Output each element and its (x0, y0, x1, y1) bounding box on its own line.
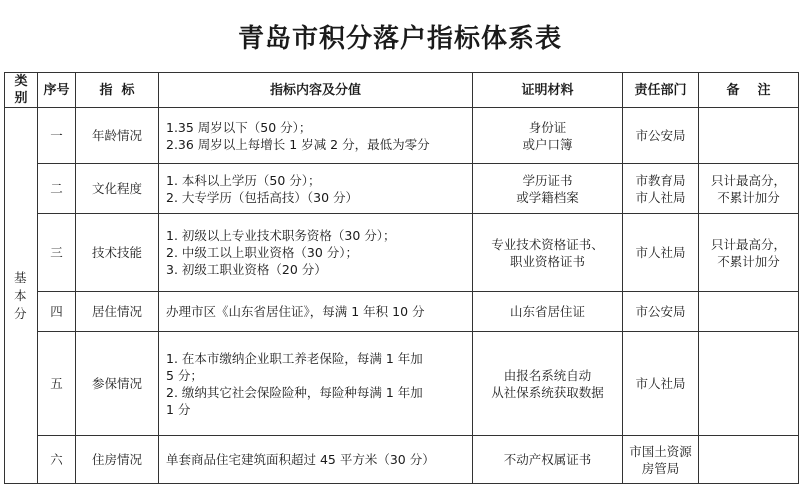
proof-line: 由报名系统自动 (503, 367, 592, 383)
content-line: 3. 初级工职业资格（20 分） (166, 262, 327, 277)
row-proof (473, 332, 623, 436)
row-content (159, 108, 473, 164)
content-line: 1. 初级以上专业技术职务资格（30 分）； (166, 228, 396, 243)
row-index: 一 (38, 108, 76, 164)
category-cell (5, 108, 38, 484)
row-remark (699, 332, 799, 436)
row-index: 六 (38, 436, 76, 484)
proof-line: 学历证书 (522, 172, 573, 188)
remark-line: 只计最高分， (710, 172, 786, 188)
row-content (159, 332, 473, 436)
proof-line: 不动产权属证书 (503, 452, 592, 467)
header-content: 指标内容及分值 (159, 73, 473, 108)
page-title: 青岛市积分落户指标体系表 (237, 24, 562, 54)
content-line: 2. 缴纳其它社会保险险种，每险种每满 1 年加 (166, 384, 423, 400)
proof-line: 或学籍档案 (516, 189, 579, 205)
content-line: 1. 本科以上学历（50 分）； (166, 172, 321, 188)
row-proof (473, 164, 623, 214)
row-proof (473, 436, 623, 484)
row-content (159, 292, 473, 332)
row-indicator: 技术技能 (76, 214, 159, 292)
dept-line: 市人社局 (635, 245, 686, 260)
row-remark (699, 436, 799, 484)
indicator-table (4, 72, 799, 484)
remark-line: 只计最高分， (710, 236, 786, 252)
row-dept (623, 214, 699, 292)
proof-line: 从社保系统获取数据 (491, 384, 604, 400)
content-line: 2.36 周岁以上每增长 1 岁减 2 分，最低为零分 (166, 136, 430, 152)
header-row (5, 73, 799, 108)
row-index: 四 (38, 292, 76, 332)
proof-line: 身份证 (528, 119, 567, 135)
content-line: 办理市区《山东省居住证》，每满 1 年积 10 分 (166, 304, 425, 319)
row-indicator: 参保情况 (76, 332, 159, 436)
table-row (5, 436, 799, 484)
remark-line: 不累计加分 (717, 189, 780, 205)
row-remark (699, 214, 799, 292)
content-line: 单套商品住宅建筑面积超过 45 平方米（30 分） (166, 452, 435, 467)
table-row (5, 332, 799, 436)
row-proof (473, 108, 623, 164)
content-line: 1. 在本市缴纳企业职工养老保险，每满 1 年加 (166, 350, 423, 366)
header-proof: 证明材料 (473, 73, 623, 108)
proof-line: 或户口簿 (522, 136, 573, 152)
proof-line: 专业技术资格证书、 (491, 236, 604, 252)
row-dept (623, 332, 699, 436)
remark-line: 不累计加分 (717, 253, 780, 269)
table-row (5, 214, 799, 292)
content-line: 2. 中级工以上职业资格（30 分）； (166, 245, 359, 260)
row-index: 三 (38, 214, 76, 292)
row-proof (473, 214, 623, 292)
row-content (159, 214, 473, 292)
header-remark: 备 注 (699, 73, 799, 108)
row-proof (473, 292, 623, 332)
category-label: 基本分 (14, 269, 29, 321)
table-row (5, 108, 799, 164)
row-index: 二 (38, 164, 76, 214)
header-category: 类别 (5, 73, 38, 108)
row-dept (623, 292, 699, 332)
row-dept (623, 436, 699, 484)
dept-line: 市教育局 (635, 172, 686, 188)
row-indicator: 住房情况 (76, 436, 159, 484)
row-content (159, 436, 473, 484)
header-dept: 责任部门 (623, 73, 699, 108)
table-row (5, 164, 799, 214)
row-index: 五 (38, 332, 76, 436)
proof-line: 山东省居住证 (509, 304, 585, 319)
row-remark (699, 292, 799, 332)
dept-line: 房管局 (641, 460, 680, 476)
row-dept (623, 164, 699, 214)
content-line: 1 分 (166, 401, 191, 417)
header-indicator: 指 标 (76, 73, 159, 108)
row-content (159, 164, 473, 214)
row-indicator: 文化程度 (76, 164, 159, 214)
dept-line: 市人社局 (635, 376, 686, 391)
dept-line: 市公安局 (635, 128, 686, 143)
content-line: 5 分； (166, 367, 203, 383)
proof-line: 职业资格证书 (509, 253, 585, 269)
row-remark (699, 164, 799, 214)
dept-line: 市国土资源 (629, 443, 692, 459)
header-index: 序号 (38, 73, 76, 108)
dept-line: 市人社局 (635, 189, 686, 205)
content-line: 1.35 周岁以下（50 分）； (166, 119, 312, 135)
row-indicator: 居住情况 (76, 292, 159, 332)
row-indicator: 年龄情况 (76, 108, 159, 164)
content-line: 2. 大专学历（包括高技）（30 分） (166, 189, 359, 205)
row-dept (623, 108, 699, 164)
table-row (5, 292, 799, 332)
row-remark (699, 108, 799, 164)
dept-line: 市公安局 (635, 304, 686, 319)
